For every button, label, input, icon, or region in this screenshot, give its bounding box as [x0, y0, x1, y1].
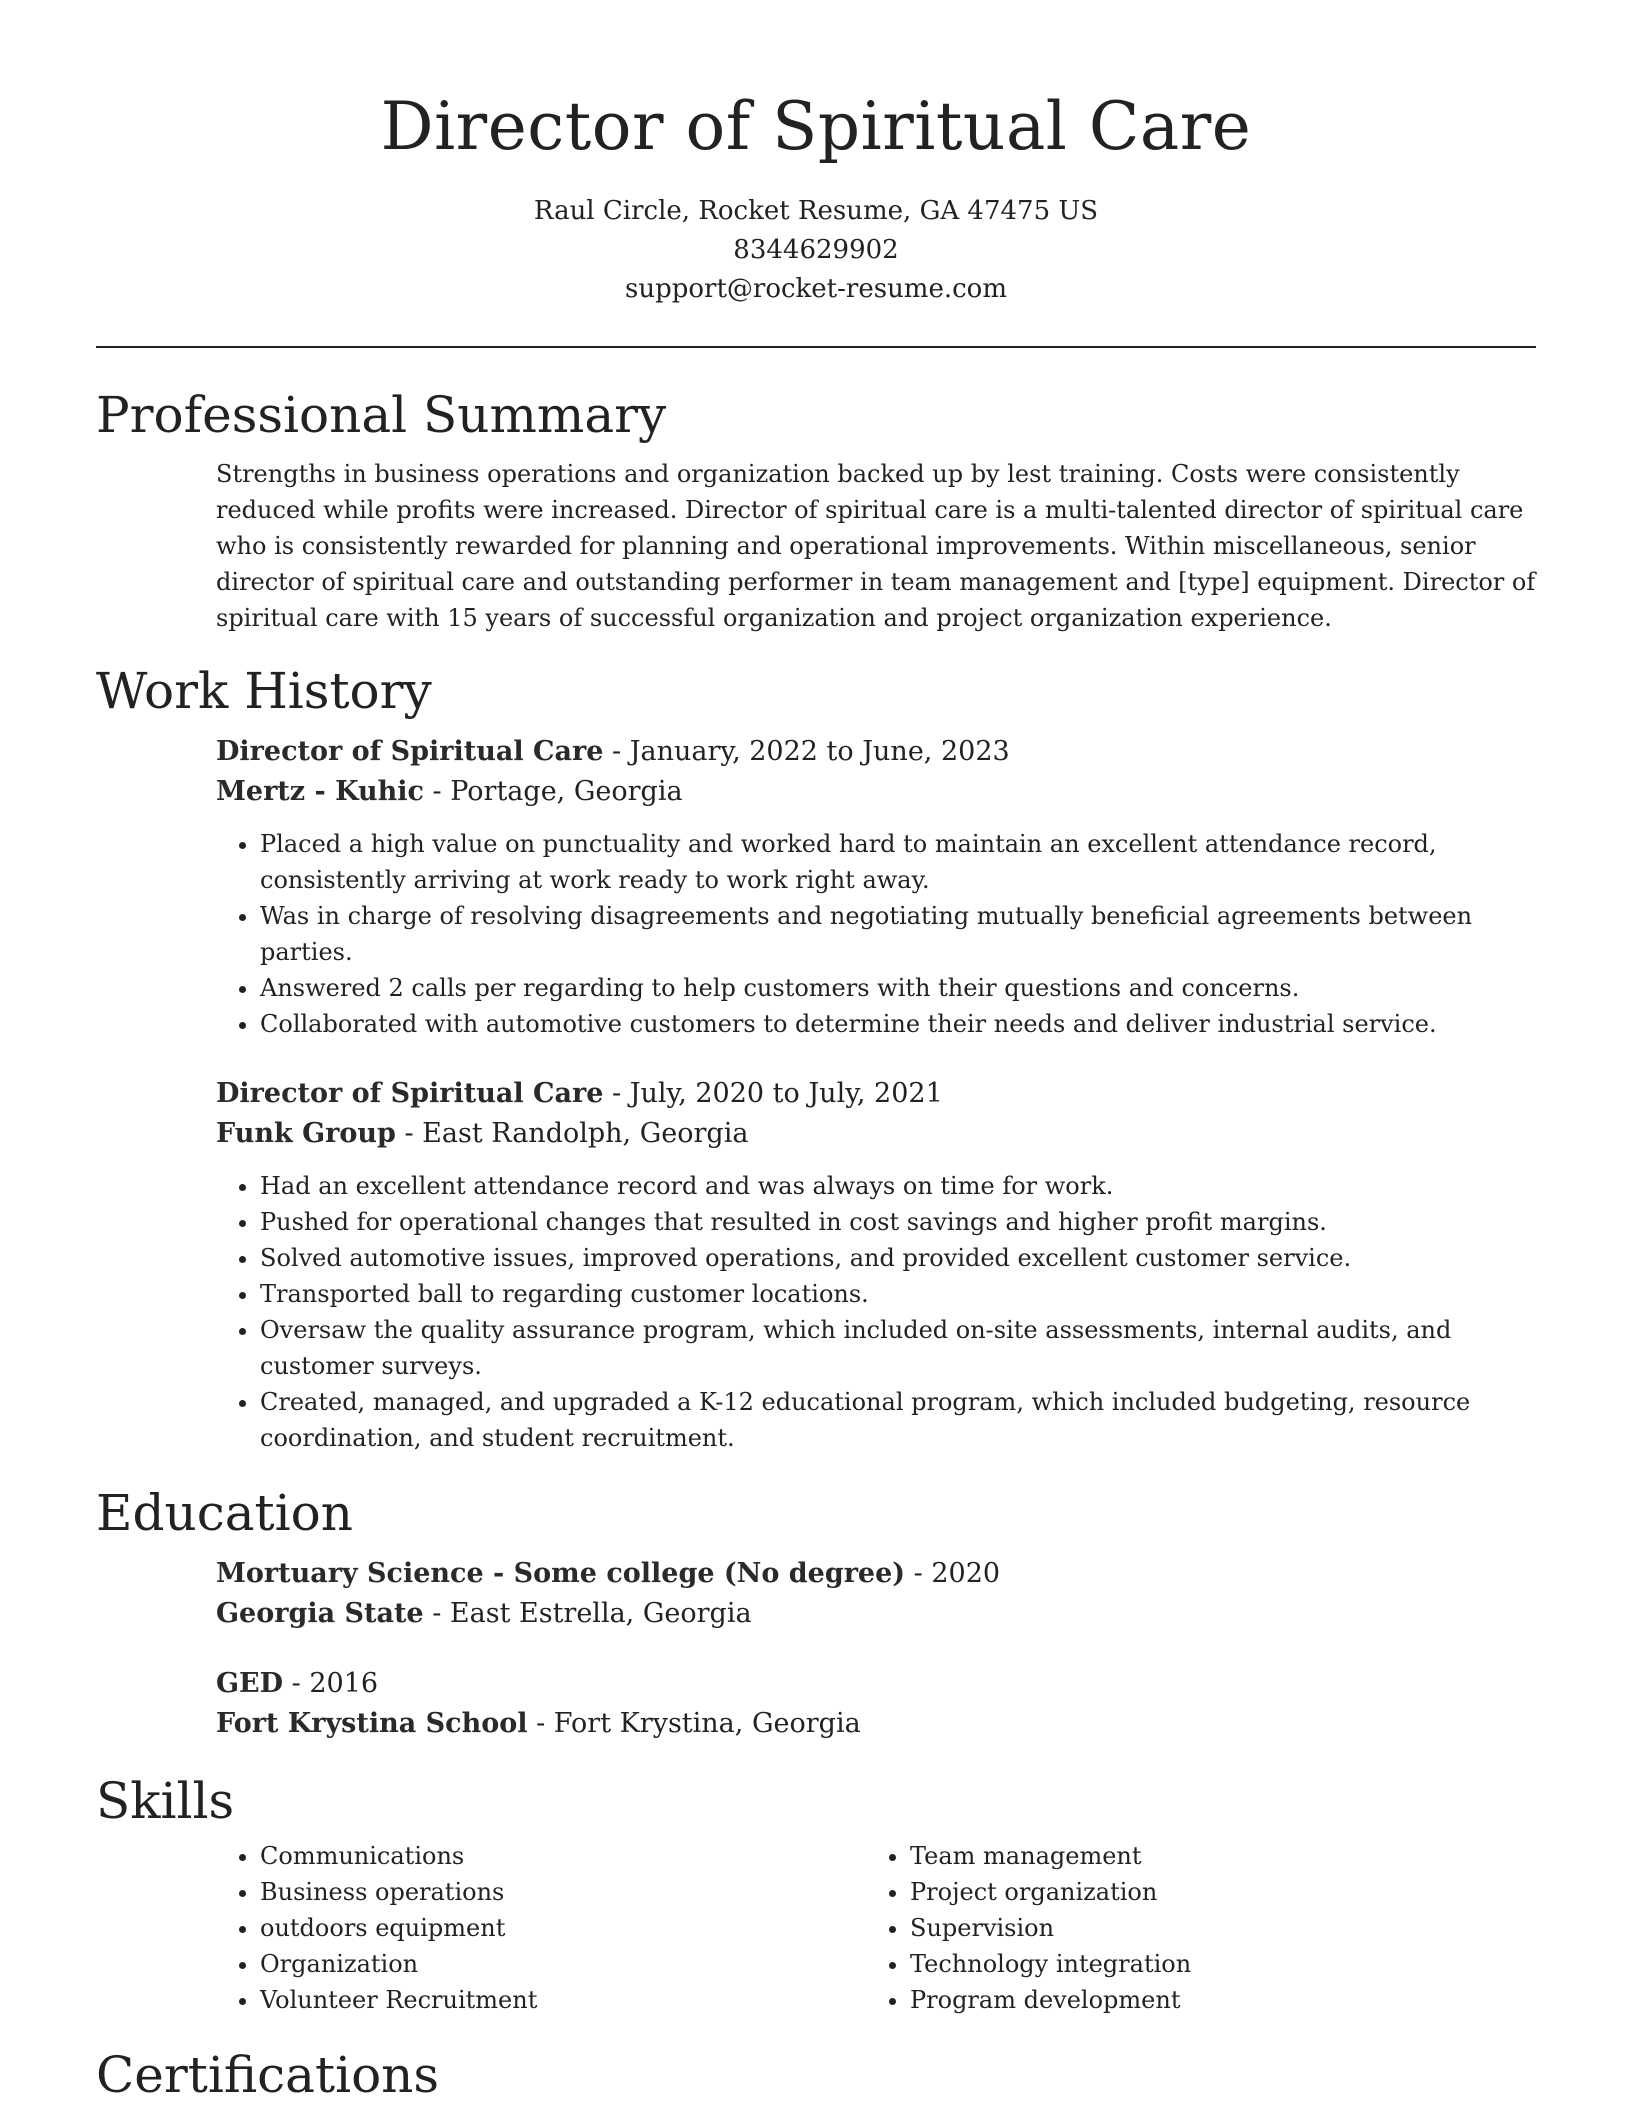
job-dates: - July, 2020 to July, 2021: [603, 1078, 943, 1109]
list-item: • Organization: [260, 1946, 866, 1982]
skills-column-right: [866, 1838, 1516, 2018]
list-item: • Was in charge of resolving disagreements and negotiating mutually beneficial agreements between parties.: [260, 898, 1536, 970]
degree: GED: [216, 1668, 284, 1699]
list-item: • Oversaw the quality assurance program, which included on-site assessments, internal audits, and customer surveys.: [260, 1312, 1536, 1384]
list-item: • Business operations: [260, 1874, 866, 1910]
header-divider: [96, 346, 1536, 348]
list-item: • Communications: [260, 1838, 866, 1874]
contact-info: [96, 192, 1536, 309]
list-item: • Technology integration: [910, 1946, 1516, 1982]
degree: Mortuary Science - Some college (No degree): [216, 1558, 906, 1589]
education-title: Education: [96, 1484, 353, 1542]
list-item: • Volunteer Recruitment: [260, 1982, 866, 2018]
certifications-section: [96, 2040, 1536, 2110]
education-heading: [216, 1664, 1536, 1704]
job-duties: [216, 1168, 1536, 1456]
education-year: - 2016: [283, 1668, 379, 1699]
job-role: Director of Spiritual Care: [216, 1078, 604, 1109]
list-item: • Had an excellent attendance record and was always on time for work.: [260, 1168, 1536, 1204]
skills-list: [216, 1838, 1536, 2018]
work-history-section: [96, 656, 1536, 1456]
summary-section: [96, 380, 1536, 636]
job-entry: [216, 732, 1536, 1042]
school: Georgia State: [216, 1598, 424, 1629]
list-item: • Program development: [910, 1982, 1516, 2018]
resume-header: [96, 0, 1536, 309]
list-item: • Placed a high value on punctuality and worked hard to maintain an excellent attendance record, consistently arriving at work ready to work right away.: [260, 826, 1536, 898]
job-location: - East Randolph, Georgia: [395, 1118, 749, 1149]
job-company-line: [216, 1114, 1536, 1154]
education-heading: [216, 1554, 1536, 1594]
job-entry: [216, 1074, 1536, 1456]
candidate-name: Director of Spiritual Care: [380, 88, 1252, 165]
job-company: Mertz - Kuhic: [216, 776, 424, 807]
list-item: • Pushed for operational changes that resulted in cost savings and higher profit margins.: [260, 1204, 1536, 1240]
skills-section: [96, 1766, 1536, 2018]
school: Fort Krystina School: [216, 1708, 528, 1739]
job-company: Funk Group: [216, 1118, 396, 1149]
address: Raul Circle, Rocket Resume, GA 47475 US: [533, 196, 1099, 226]
education-entry: [216, 1554, 1536, 1634]
education-school-line: [216, 1704, 1536, 1744]
job-dates: - January, 2022 to June, 2023: [603, 736, 1010, 767]
job-company-line: [216, 772, 1536, 812]
resume-page: [96, 0, 1536, 2110]
education-section: [96, 1478, 1536, 1744]
list-item: • Supervision: [910, 1910, 1516, 1946]
list-item: • outdoors equipment: [260, 1910, 866, 1946]
job-duties: [216, 826, 1536, 1042]
summary-text: Strengths in business operations and organization backed up by lest training. Costs were consistently reduced while profits were increased. Director of spiritual care is a multi-talented director of spiritual care who is consistently rewarded for planning and operational improvements. Within miscellaneous, senior director of spiritual care and outstanding performer in team management and [type] equipment. Director of spiritual care with 15 years of successful organization and project organization experience.: [216, 460, 1536, 632]
email: support@rocket-resume.com: [624, 274, 1007, 304]
education-school-line: [216, 1594, 1536, 1634]
school-location: - East Estrella, Georgia: [423, 1598, 752, 1629]
list-item: • Answered 2 calls per regarding to help customers with their questions and concerns.: [260, 970, 1536, 1006]
phone: 8344629902: [733, 235, 899, 265]
education-year: - 2020: [905, 1558, 1001, 1589]
certifications-title: Certifications: [96, 2046, 440, 2104]
skills-title: Skills: [96, 1772, 235, 1830]
job-heading: [216, 1074, 1536, 1114]
list-item: • Solved automotive issues, improved operations, and provided excellent customer service.: [260, 1240, 1536, 1276]
job-role: Director of Spiritual Care: [216, 736, 604, 767]
skills-column-left: [216, 1838, 866, 2018]
work-history-title: Work History: [96, 662, 432, 720]
education-entry: [216, 1664, 1536, 1744]
list-item: • Project organization: [910, 1874, 1516, 1910]
summary-title: Professional Summary: [96, 386, 667, 444]
list-item: • Team management: [910, 1838, 1516, 1874]
job-heading: [216, 732, 1536, 772]
job-location: - Portage, Georgia: [423, 776, 683, 807]
list-item: • Collaborated with automotive customers to determine their needs and deliver industrial service.: [260, 1006, 1536, 1042]
list-item: • Transported ball to regarding customer locations.: [260, 1276, 1536, 1312]
list-item: • Created, managed, and upgraded a K-12 educational program, which included budgeting, resource coordination, and student recruitment.: [260, 1384, 1536, 1456]
school-location: - Fort Krystina, Georgia: [527, 1708, 861, 1739]
